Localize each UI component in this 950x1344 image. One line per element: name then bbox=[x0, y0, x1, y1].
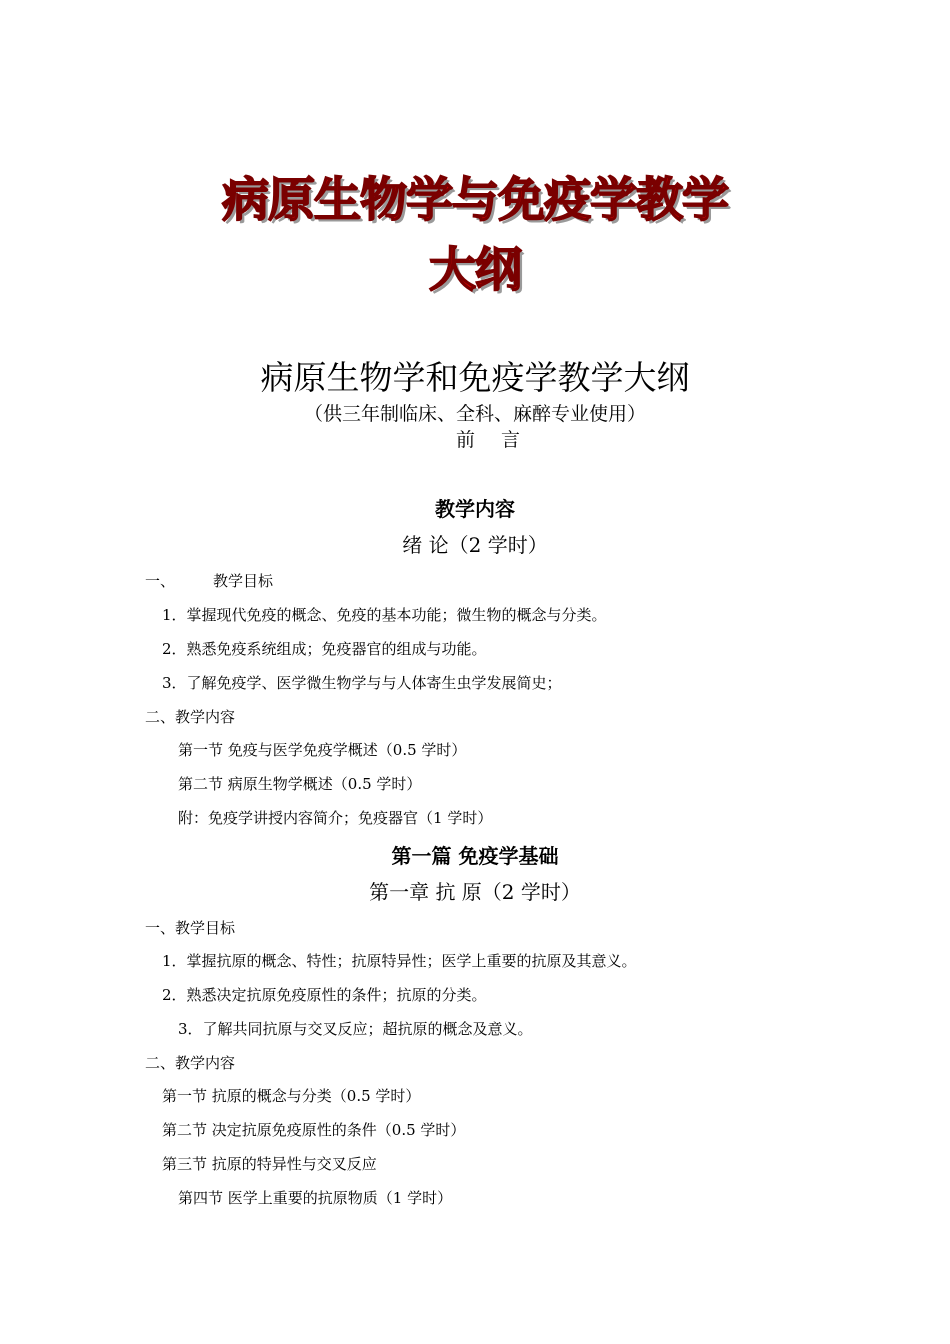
chapter1-section-item: 第三节 抗原的特异性与交叉反应 bbox=[162, 1155, 377, 1173]
chapter1-goal-item: 1．掌握抗原的概念、特性；抗原特异性；医学上重要的抗原及其意义。 bbox=[162, 952, 637, 970]
chapter1-goals-label: 一、教学目标 bbox=[145, 919, 236, 937]
chapter1-content-label: 二、教学内容 bbox=[145, 1054, 236, 1072]
chapter1-goal-item: 2．熟悉决定抗原免疫原性的条件；抗原的分类。 bbox=[162, 986, 487, 1004]
banner-title-line2: 大纲 bbox=[429, 243, 521, 298]
chapter1-section-item: 第四节 医学上重要的抗原物质（1 学时） bbox=[178, 1189, 453, 1207]
intro-section-item: 第一节 免疫与医学免疫学概述（0.5 学时） bbox=[178, 741, 467, 759]
intro-section-item: 附：免疫学讲授内容简介；免疫器官（1 学时） bbox=[178, 809, 493, 827]
document-subtitle: （供三年制临床、全科、麻醉专业使用） bbox=[303, 403, 646, 425]
document-title: 病原生物学和免疫学教学大纲 bbox=[260, 358, 690, 397]
intro-goals-label: 教学目标 bbox=[213, 572, 274, 590]
preface-heading: 前言 bbox=[455, 429, 546, 451]
intro-goal-item: 1．掌握现代免疫的概念、免疫的基本功能；微生物的概念与分类。 bbox=[162, 606, 607, 624]
intro-section-item: 第二节 病原生物学概述（0.5 学时） bbox=[178, 775, 422, 793]
intro-chapter-heading: 绪 论（2 学时） bbox=[402, 533, 548, 557]
intro-goals-number: 一、 bbox=[145, 572, 176, 590]
banner-title-line1: 病原生物学与免疫学教学 bbox=[222, 173, 728, 228]
chapter1-section-item: 第二节 决定抗原免疫原性的条件（0.5 学时） bbox=[162, 1121, 466, 1139]
intro-goal-item: 3．了解免疫学、医学微生物学与与人体寄生虫学发展简史； bbox=[162, 674, 562, 692]
part1-heading: 第一篇 免疫学基础 bbox=[391, 844, 559, 868]
chapter1-section-item: 第一节 抗原的概念与分类（0.5 学时） bbox=[162, 1087, 421, 1105]
intro-goal-item: 2．熟悉免疫系统组成；免疫器官的组成与功能。 bbox=[162, 640, 487, 658]
content-heading: 教学内容 bbox=[435, 497, 515, 521]
chapter1-goal-item: 3．了解共同抗原与交叉反应；超抗原的概念及意义。 bbox=[178, 1020, 533, 1038]
intro-content-label: 二、教学内容 bbox=[145, 708, 236, 726]
chapter1-heading: 第一章 抗 原（2 学时） bbox=[369, 880, 581, 904]
